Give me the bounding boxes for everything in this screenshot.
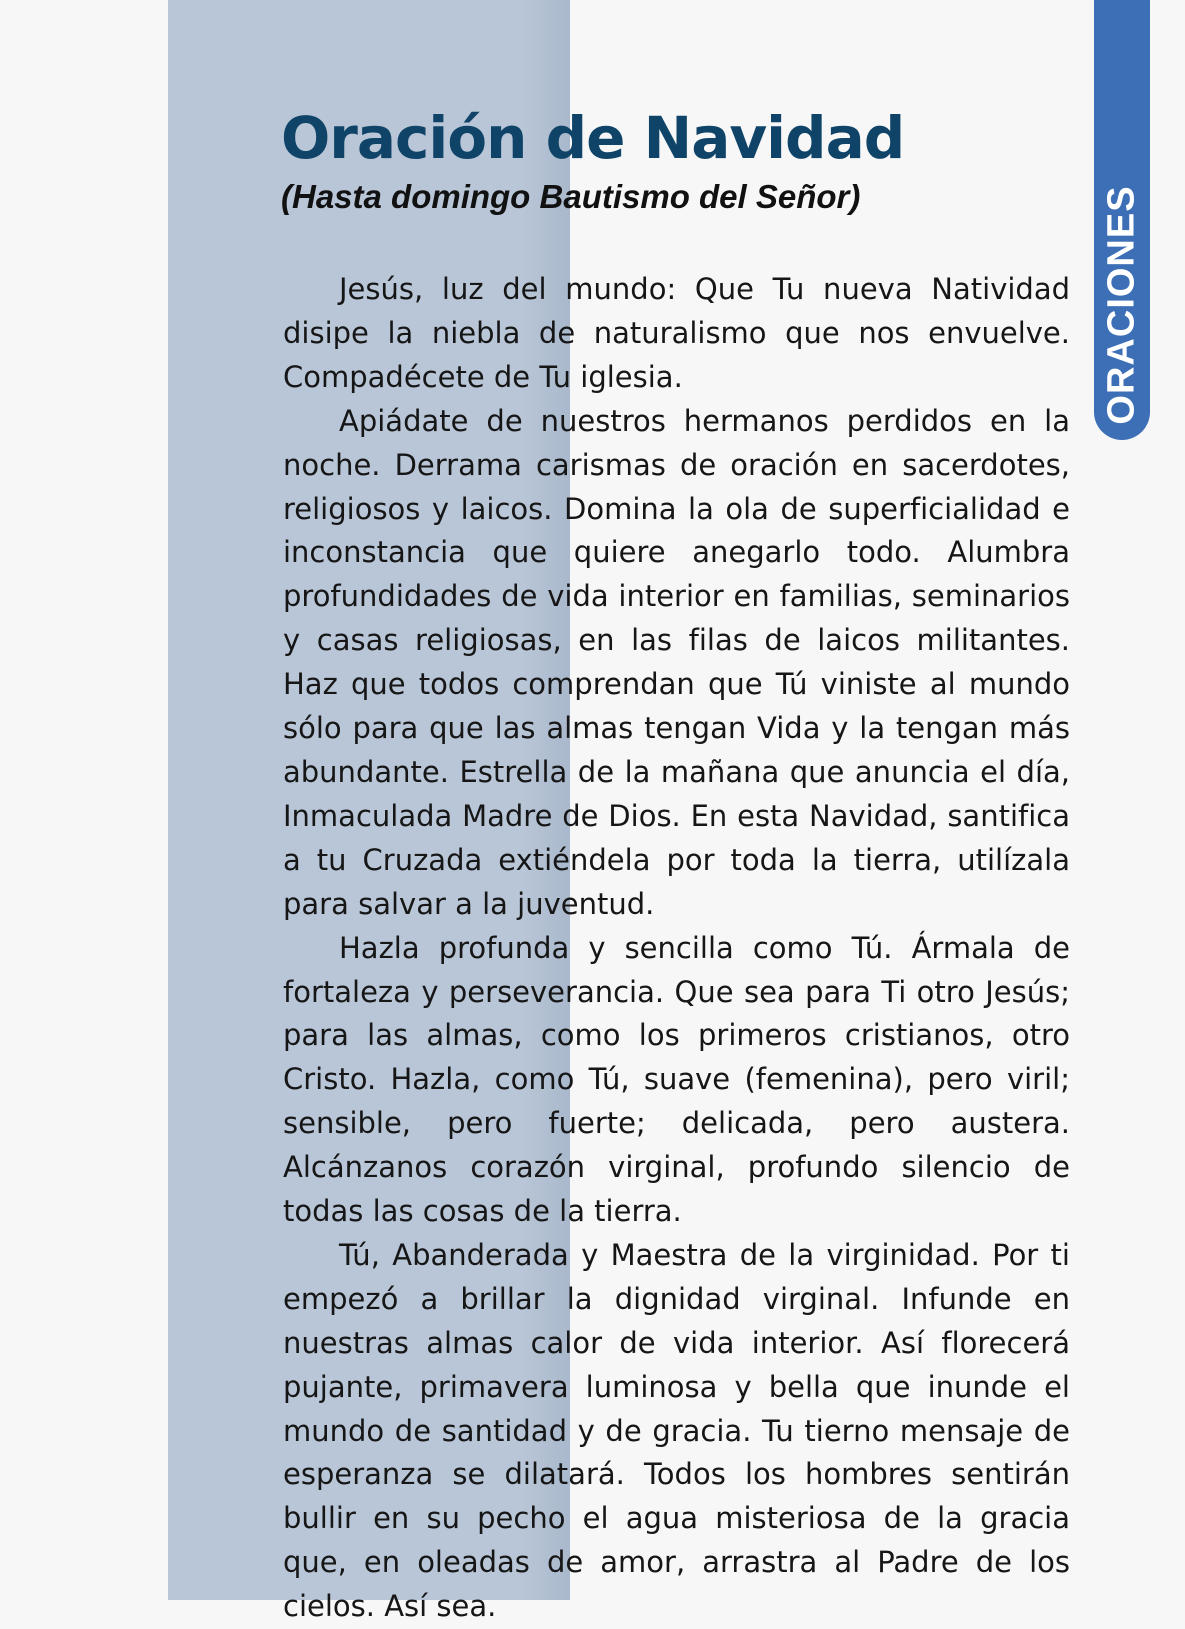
prayer-body [283, 268, 1070, 1629]
paragraph-4: Tú, Abanderada y Maestra de la virginidad. Por ti empezó a brillar la dignidad virginal. Infunde en nuestras almas calor de vida interior. Así florecerá pujante, primavera luminosa y bella que inunde el mundo de santidad y de gracia. Tu tierno mensaje de esperanza se dilatará. Todos los hombres sentirán bullir en su pecho el agua misteriosa de la gracia que, en oleadas de amor, arrastra al Padre de los cielos. Así sea. [283, 1237, 1070, 1624]
page-title: Oración de Navidad [281, 104, 905, 172]
paragraph-2: Apiádate de nuestros hermanos perdidos en la noche. Derrama carismas de oración en sacerdotes, religiosos y laicos. Domina la ola de superficialidad e inconstancia que quiere anegarlo todo. Alumbra profundidades de vida interior en familias, seminarios y casas religiosas, en las filas de laicos militantes. Haz que todos comprendan que Tú viniste al mundo sólo para que las almas tengan Vida y la tengan más abundante. Estrella de la mañana que anuncia el día, Inmaculada Madre de Dios. En esta Navidad, santifica a tu Cruzada extiéndela por toda la tierra, utilízala para salvar a la juventud. [283, 403, 1070, 921]
paragraph-3: Hazla profunda y sencilla como Tú. Ármala de fortaleza y perseverancia. Que sea para Ti otro Jesús; para las almas, como los primeros cristianos, otro Cristo. Hazla, como Tú, suave (femenina), pero viril; sensible, pero fuerte; delicada, pero austera. Alcánzanos corazón virginal, profundo silencio de todas las cosas de la tierra. [283, 930, 1070, 1229]
paragraph-1: Jesús, luz del mundo: Que Tu nueva Natividad disipe la niebla de naturalismo que nos envuelve. Compadécete de Tu iglesia. [283, 272, 1070, 394]
section-tab-label: ORACIONES [1100, 185, 1143, 425]
page-subtitle: (Hasta domingo Bautismo del Señor) [281, 178, 861, 215]
